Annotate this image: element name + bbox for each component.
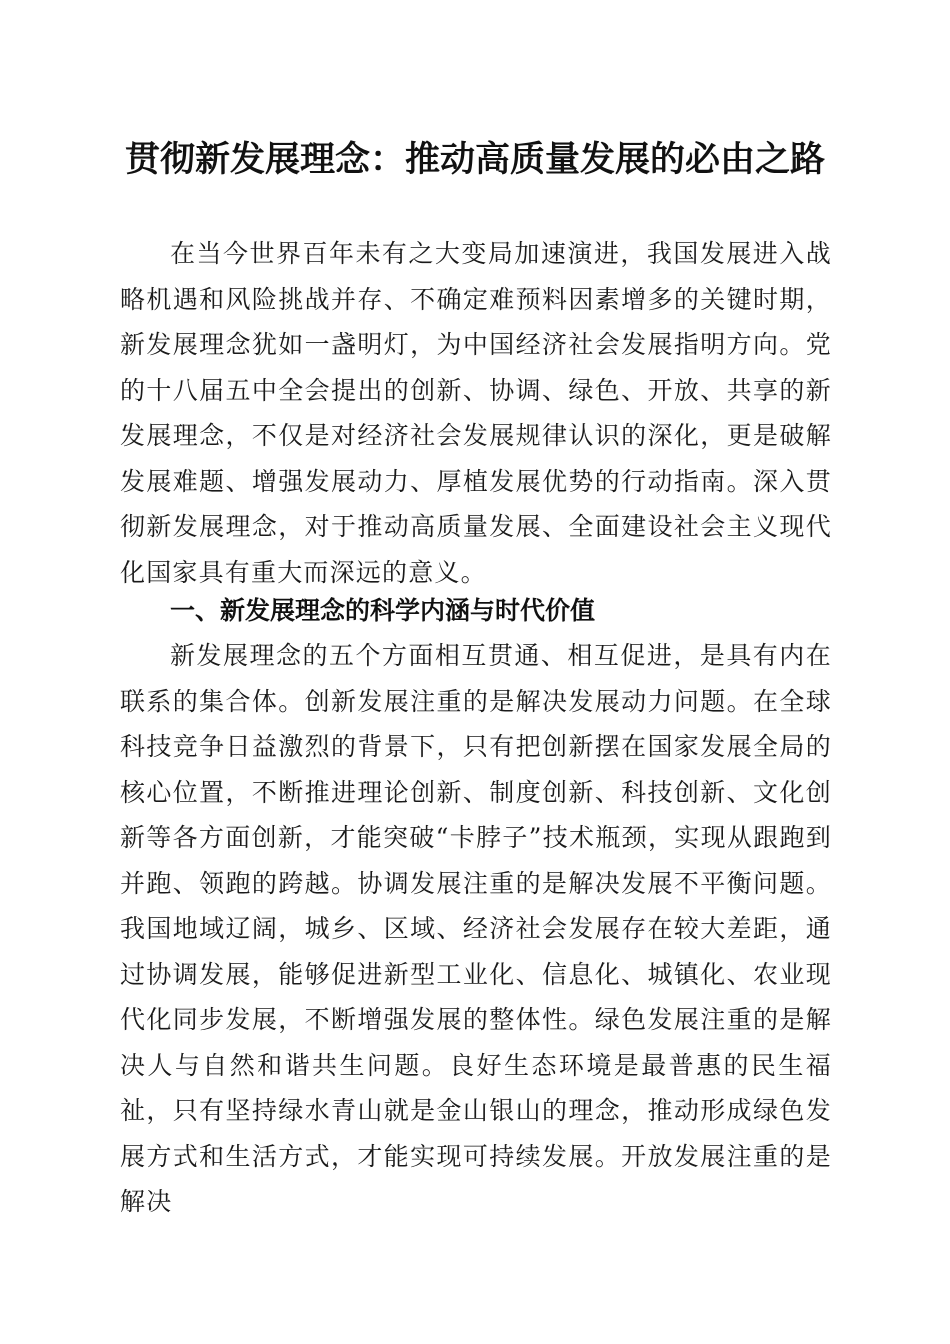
intro-paragraph: 在当今世界百年未有之大变局加速演进，我国发展进入战略机遇和风险挑战并存、不确定难预料因素增多的关键时期，新发展理念犹如一盏明灯，为中国经济社会发展指明方向。党的十八届五中全会提出的创新、协调、绿色、开放、共享的新发展理念，不仅是对经济社会发展规律认识的深化，更是破解发展难题、增强发展动力、厚植发展优势的行动指南。深入贯彻新发展理念，对于推动高质量发展、全面建设社会主义现代化国家具有重大而深远的意义。 (120, 239, 832, 587)
document-title: 贯彻新发展理念：推动高质量发展的必由之路 (124, 139, 825, 180)
section-paragraph: 新发展理念的五个方面相互贯通、相互促进，是具有内在联系的集合体。创新发展注重的是解决发展动力问题。在全球科技竞争日益激烈的背景下，只有把创新摆在国家发展全局的核心位置，不断推进理论创新、制度创新、科技创新、文化创新等各方面创新，才能突破“卡脖子”技术瓶颈，实现从跟跑到并跑、领跑的跨越。协调发展注重的是解决发展不平衡问题。我国地域辽阔，城乡、区域、经济社会发展存在较大差距，通过协调发展，能够促进新型工业化、信息化、城镇化、农业现代化同步发展，不断增强发展的整体性。绿色发展注重的是解决人与自然和谐共生问题。良好生态环境是最普惠的民生福祉，只有坚持绿水青山就是金山银山的理念，推动形成绿色发展方式和生活方式，才能实现可持续发展。开放发展注重的是解决 (120, 641, 832, 1216)
section-heading: 一、新发展理念的科学内涵与时代价值 (170, 596, 596, 625)
